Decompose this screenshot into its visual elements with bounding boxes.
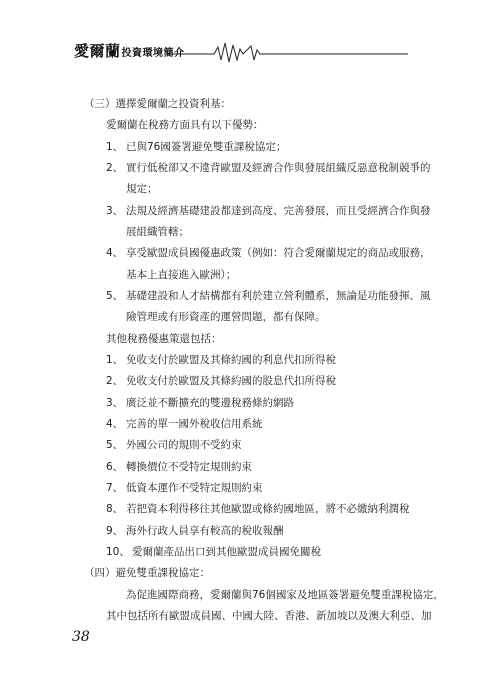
list-number: 3、 [106, 397, 124, 409]
section-heading: （四）避免雙重課稅協定： [84, 567, 210, 579]
list-number: 2、 [106, 375, 124, 387]
page-number: 38 [72, 629, 90, 645]
header-title-main: 愛爾蘭 [74, 42, 121, 60]
list-number: 8、 [106, 503, 124, 515]
list-text: 享受歐盟成員國優惠政策（例如：符合愛爾蘭規定的商品或服務， [126, 247, 431, 259]
list-number: 1、 [106, 354, 124, 366]
list-number: 1、 [106, 141, 124, 153]
list-text-continued: 展組織管轄； [126, 226, 189, 238]
list-number: 9、 [106, 525, 124, 537]
list-text: 法規及經濟基礎建設都達到高度、完善發展，而且受經濟合作與發 [126, 205, 431, 217]
list-text: 免收支付於歐盟及其條約國的股息代扣所得稅 [126, 375, 336, 387]
list-text: 海外行政人員享有較高的稅收報酬 [126, 525, 284, 537]
paragraph-line: 為促進國際商務，愛爾蘭與76個國家及地區簽署避免雙重課稅協定， [126, 589, 444, 601]
list-number: 4、 [106, 418, 124, 430]
list-number: 5、 [106, 439, 124, 451]
list-number: 6、 [106, 461, 124, 473]
list-text: 實行低稅卻又不違背歐盟及經濟合作與發展組織反惡意稅制競爭的 [126, 162, 431, 174]
list-number: 7、 [106, 482, 124, 494]
paragraph-intro: 其他稅務優惠策還包括： [106, 333, 222, 345]
section-heading: （三）選擇愛爾蘭之投資利基： [84, 98, 231, 110]
paragraph-line: 其中包括所有歐盟成員國、中國大陸、香港、新加坡以及澳大利亞、加 [106, 610, 432, 622]
list-text: 已與76國簽署避免雙重課稅協定； [126, 141, 287, 153]
list-text: 廣泛並不斷擴充的雙邊稅務條約網路 [126, 397, 294, 409]
list-number: 4、 [106, 247, 124, 259]
heartbeat-line-icon [0, 38, 480, 68]
list-text: 若把資本利得移往其他歐盟或條約國地區，將不必繳納利潤稅 [126, 503, 410, 515]
list-text: 外國公司的規則不受約束 [126, 439, 242, 451]
list-number: 2、 [106, 162, 124, 174]
paragraph-intro: 愛爾蘭在稅務方面具有以下優勢： [106, 119, 264, 131]
list-text: 基礎建設和人才結構都有利於建立營利體系，無論是功能發揮、風 [126, 290, 431, 302]
running-header [0, 38, 480, 68]
list-number: 10、 [106, 546, 130, 558]
list-text: 愛爾蘭產品出口到其他歐盟成員國免關稅 [132, 546, 321, 558]
list-text: 免收支付於歐盟及其條約國的利息代扣所得稅 [126, 354, 336, 366]
list-text-continued: 險管理或有形資產的運營問題，都有保障。 [126, 311, 326, 323]
list-text: 轉換價位不受特定規則約束 [126, 461, 252, 473]
header-subtitle: 投資環境簡介 [121, 48, 185, 59]
list-text: 完善的單一國外稅收信用系統 [126, 418, 263, 430]
list-text: 低資本運作不受特定規則約束 [126, 482, 263, 494]
header-title [74, 40, 185, 61]
list-text-continued: 規定； [126, 183, 158, 195]
list-number: 5、 [106, 290, 124, 302]
list-number: 3、 [106, 205, 124, 217]
list-text-continued: 基本上直接進入歐洲）； [126, 269, 237, 281]
